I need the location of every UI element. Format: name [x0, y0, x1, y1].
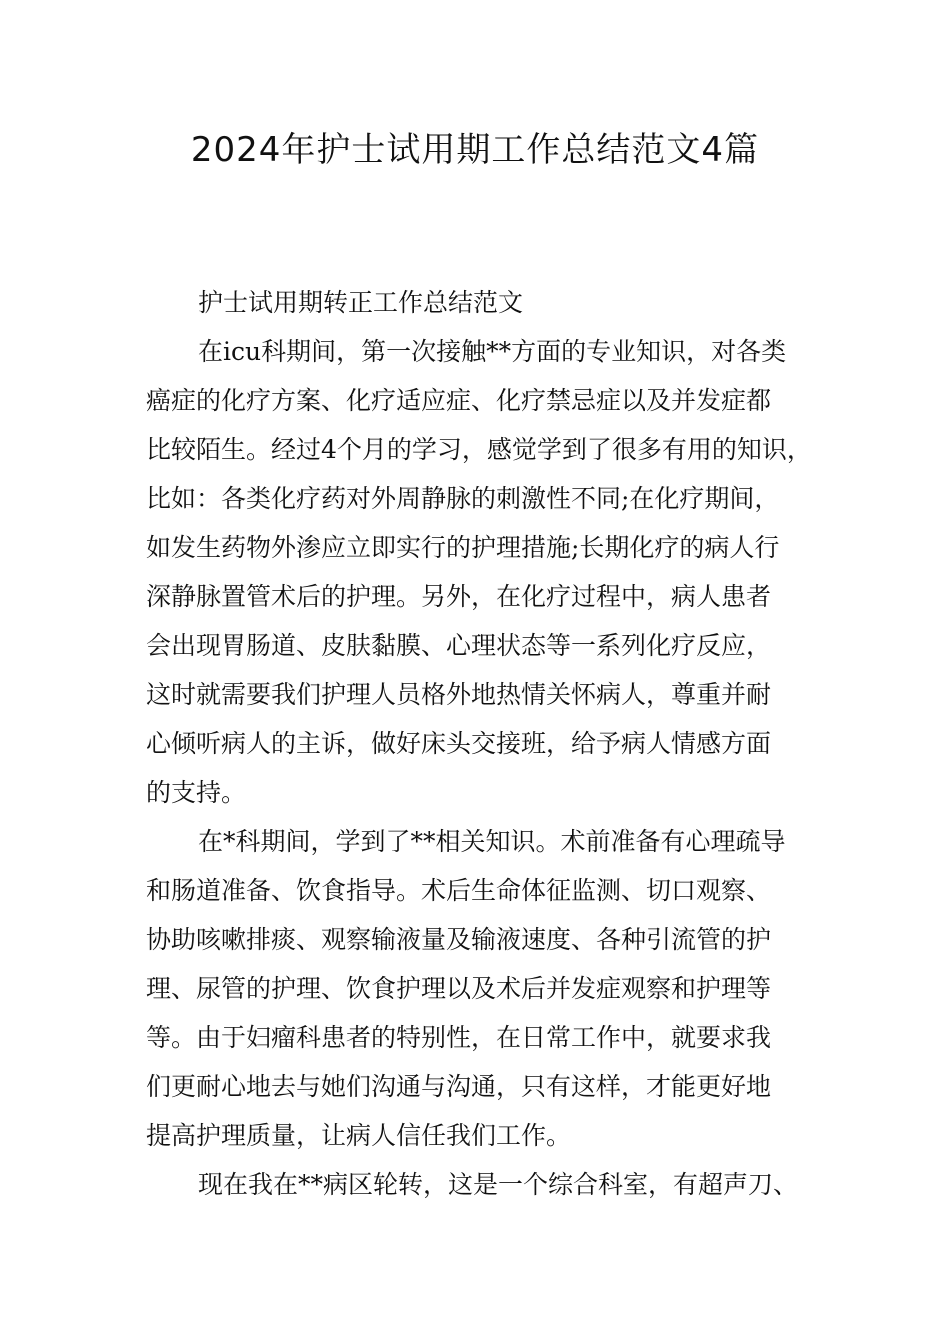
- paragraph-3: [146, 1160, 822, 1209]
- paragraph-line: 的支持。: [146, 778, 247, 807]
- paragraph-line: 提高护理质量，让病人信任我们工作。: [146, 1121, 572, 1150]
- section-heading: 护士试用期转正工作总结范文: [198, 288, 524, 317]
- paragraph-line: 心倾听病人的主诉，做好床头交接班，给予病人情感方面: [146, 729, 772, 758]
- paragraph-line: 癌症的化疗方案、化疗适应症、化疗禁忌症以及并发症都: [146, 386, 772, 415]
- paragraph-line: 这时就需要我们护理人员格外地热情关怀病人，尊重并耐: [146, 680, 772, 709]
- paragraph-1: [146, 327, 822, 817]
- paragraph-line: 们更耐心地去与她们沟通与沟通，只有这样，才能更好地: [146, 1072, 772, 1101]
- document-title: 2024年护士试用期工作总结范文4篇: [190, 130, 760, 170]
- paragraph-line: 在icu科期间，第一次接触**方面的专业知识，对各类: [198, 337, 787, 366]
- paragraph-line: 理、尿管的护理、饮食护理以及术后并发症观察和护理等: [146, 974, 772, 1003]
- paragraph-line: 比如：各类化疗药对外周静脉的刺激性不同;在化疗期间，: [146, 484, 780, 513]
- paragraph-line: 比较陌生。经过4个月的学习，感觉学到了很多有用的知识，: [146, 435, 812, 464]
- paragraph-line: 现在我在**病区轮转，这是一个综合科室，有超声刀、: [198, 1170, 799, 1199]
- paragraph-line: 如发生药物外渗应立即实行的护理措施;长期化疗的病人行: [146, 533, 780, 562]
- paragraph-line: 深静脉置管术后的护理。另外，在化疗过程中，病人患者: [146, 582, 772, 611]
- paragraph-2: [146, 817, 822, 1160]
- paragraph-line: 等。由于妇瘤科患者的特别性，在日常工作中，就要求我: [146, 1023, 772, 1052]
- paragraph-line: 会出现胃肠道、皮肤黏膜、心理状态等一系列化疗反应，: [146, 631, 772, 660]
- paragraph-line: 协助咳嗽排痰、观察输液量及输液速度、各种引流管的护: [146, 925, 772, 954]
- document-body: [146, 278, 822, 1209]
- paragraph-line: 在*科期间，学到了**相关知识。术前准备有心理疏导: [198, 827, 786, 856]
- paragraph-line: 和肠道准备、饮食指导。术后生命体征监测、切口观察、: [146, 876, 772, 905]
